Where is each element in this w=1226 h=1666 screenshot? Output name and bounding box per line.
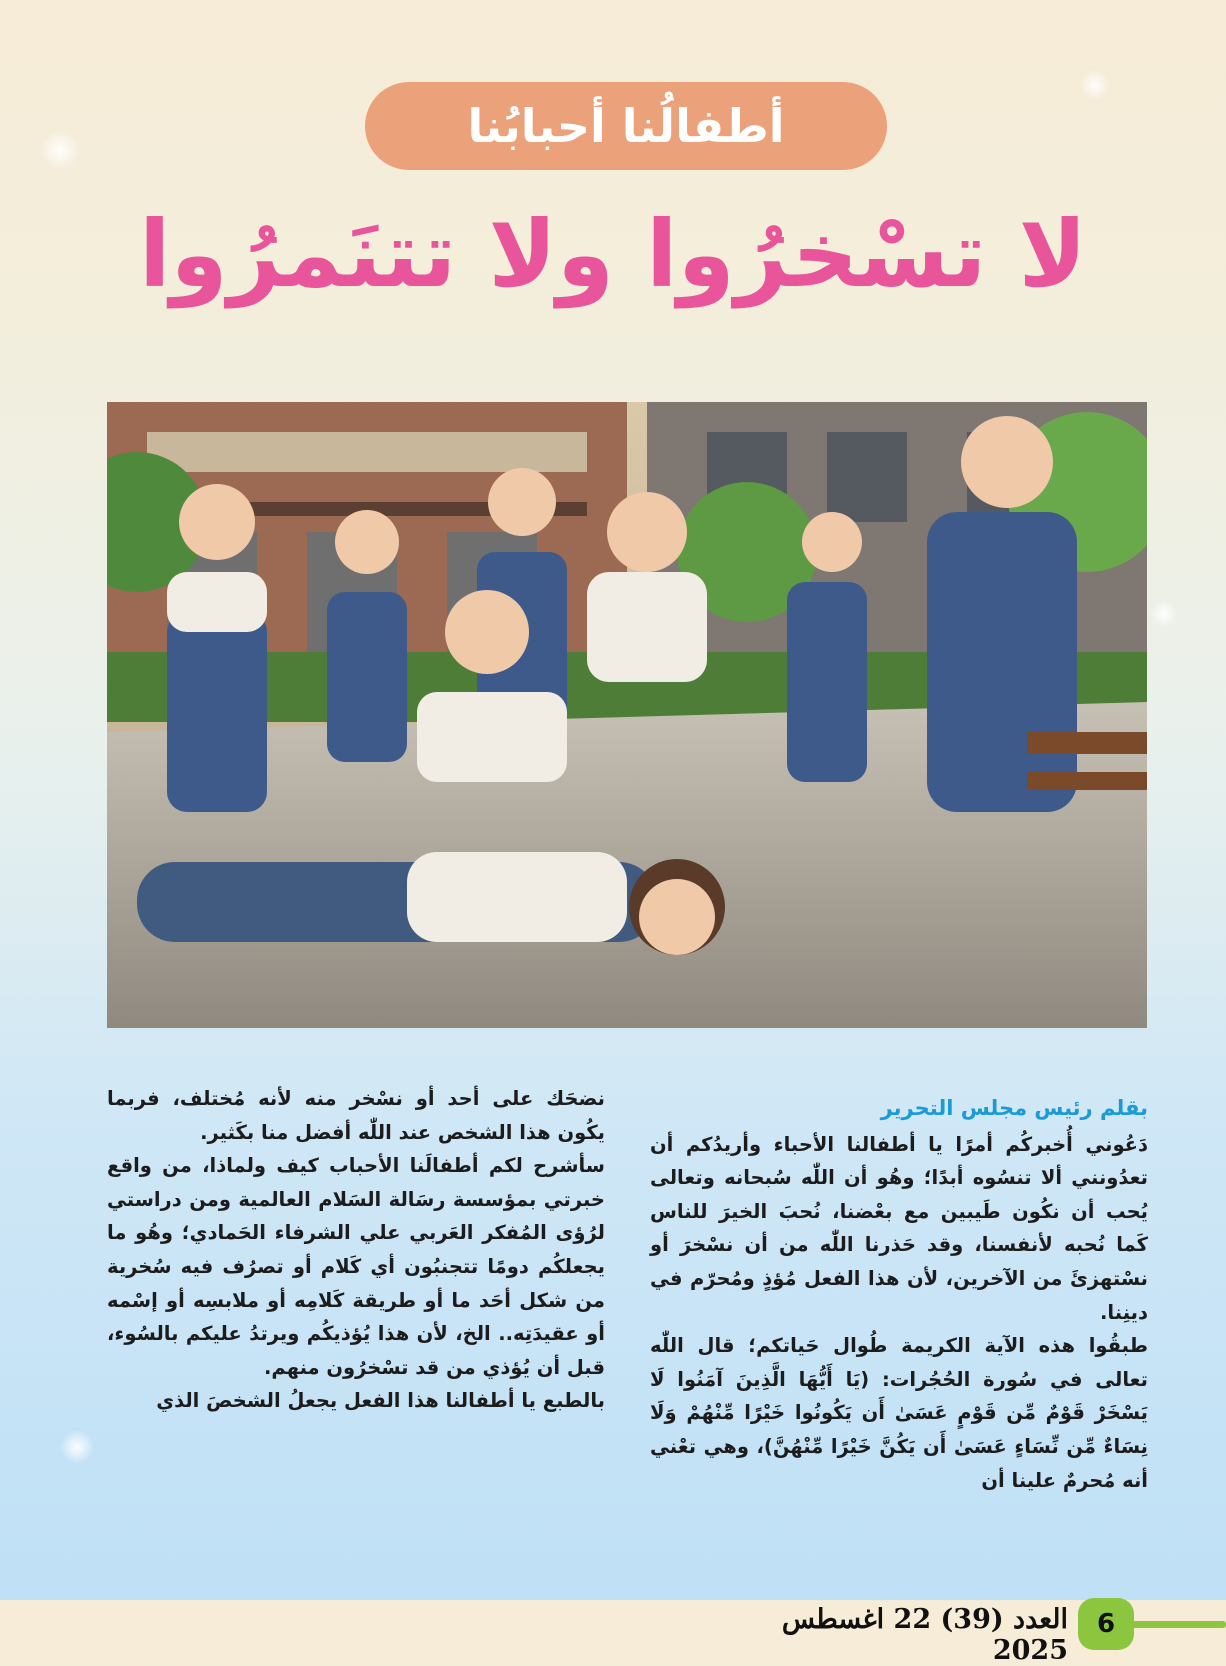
sparkle-decoration bbox=[40, 130, 80, 170]
article-paragraph: طبقُوا هذه الآية الكريمة طُوال حَياتكم؛ قال اللّٰه تعالى في سُورة الحُجُرات: (يَا أَيُّهَا الَّذِينَ آمَنُوا لَا يَسْخَرْ قَوْمٌ مِّن قَوْمٍ عَسَىٰ أَن يَكُونُوا خَيْرًا مِّنْهُمْ وَلَا نِسَاءٌ مِّن نِّسَاءٍ عَسَىٰ أَن يَكُنَّ خَيْرًا مِّنْهُنَّ)، وهي تعْني أنه مُحرمٌ علينا أن bbox=[650, 1334, 1148, 1492]
issue-info: العدد (39) 22 اغسطس 2025 bbox=[781, 1604, 1068, 1666]
children-schoolyard-illustration bbox=[107, 402, 1147, 1028]
article-paragraph: بالطبع يا أطفالنا هذا الفعل يجعلُ الشخصَ الذي bbox=[156, 1389, 605, 1413]
page-title: لا تسْخرُوا ولا تتنَمرُوا bbox=[139, 201, 1087, 308]
footer-accent-line bbox=[1130, 1621, 1226, 1628]
section-label: أطفالُنا أحبابُنا bbox=[365, 82, 887, 170]
page-number-badge: 6 bbox=[1078, 1598, 1134, 1650]
article-paragraph: سأشرح لكم أطفالَنا الأحباب كيف ولماذا، من واقع خبرتي بمؤسسة رسَالة السَلام العالمية ومن دراستي لرُؤى المُفكر العَربي علي الشرفاء الحَمادي؛ وهُو ما يجعلكُم دومًا تتجنبُون أي كَلام أو تصرُف فيه سُخرية من شكل أحَد ما أو طريقة كَلامِه أو ملابسِه أو إسْمه أو عقيدَتِه.. الخ، لأن هذا يُؤذيكُم ويرتدُ عليكم بالسُوء، قبل أن يُؤذي من قد تسْخرُون منهم. bbox=[107, 1154, 605, 1379]
sparkle-decoration bbox=[60, 1430, 94, 1464]
article-paragraph: نضحَك على أحد أو نسْخر منه لأنه مُختلف، فربما يكُون هذا الشخص عند اللّٰه أفضل منا بكَثير. bbox=[107, 1087, 605, 1144]
article-paragraph: دَعُوني أُخبركُم أمرًا يا أطفالنا الأحباء وأريدُكم أن تعدُونني ألا تنسُوه أبدًا؛ وهُو أن اللّٰه سُبحانه وتعالى يُحب أن نكُون طَيبين مع بعْضنا، نُحبَ الخيرَ للناس كَما نُحبه لأنفسنا، وقد حَذرنا اللّٰه من أن نسْخرَ أو نسْتهزئَ من الآخرين، لأن هذا الفعل مُؤذٍ ومُحرّم في دينِنا. bbox=[650, 1132, 1148, 1324]
sparkle-decoration bbox=[1080, 70, 1110, 100]
sparkle-decoration bbox=[1150, 600, 1178, 628]
byline: بقلم رئيس مجلس التحرير bbox=[880, 1096, 1148, 1120]
article-left-column bbox=[107, 1082, 605, 1418]
article-right-column bbox=[650, 1092, 1148, 1497]
